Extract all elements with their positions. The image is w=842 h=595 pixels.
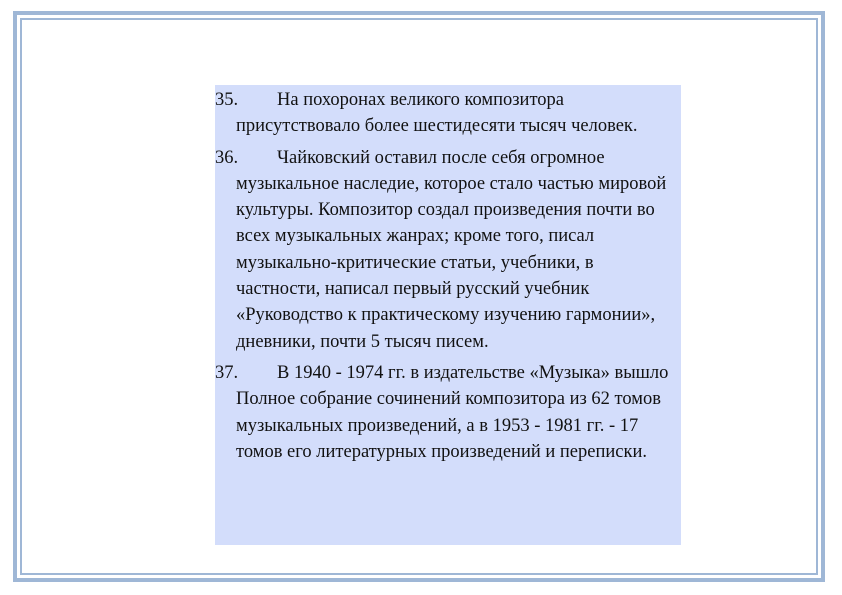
text-box: [215, 85, 681, 545]
list-item-37: [215, 360, 679, 465]
list-item-36: [215, 145, 679, 355]
list-item-35: [215, 87, 679, 140]
list-item-number: 36.: [215, 147, 239, 168]
list-item-text: На похоронах великого композитора присутствовало более шестидесяти тысяч человек.: [236, 90, 638, 137]
list-item-number: 37.: [215, 362, 239, 383]
list-item-number: 35.: [215, 90, 239, 110]
list-item-text: В 1940 - 1974 гг. в издательстве «Музыка» вышло Полное собрание сочинений композитора из 62 томов музыкальных произведений, а в 1953 - 1981 гг. - 17 томов его литературных произведений и переписки.: [236, 362, 669, 462]
list-item-text: Чайковский оставил после себя огромное музыкальное наследие, которое стало частью мировой культуры. Композитор создал произведения почти во всех музыкальных жанрах; кроме того, писал музыкально-критические статьи, учебники, в частности, написал первый русский учебник «Руководство к практическому изучению гармонии», дневники, почти 5 тысяч писем.: [236, 147, 667, 352]
